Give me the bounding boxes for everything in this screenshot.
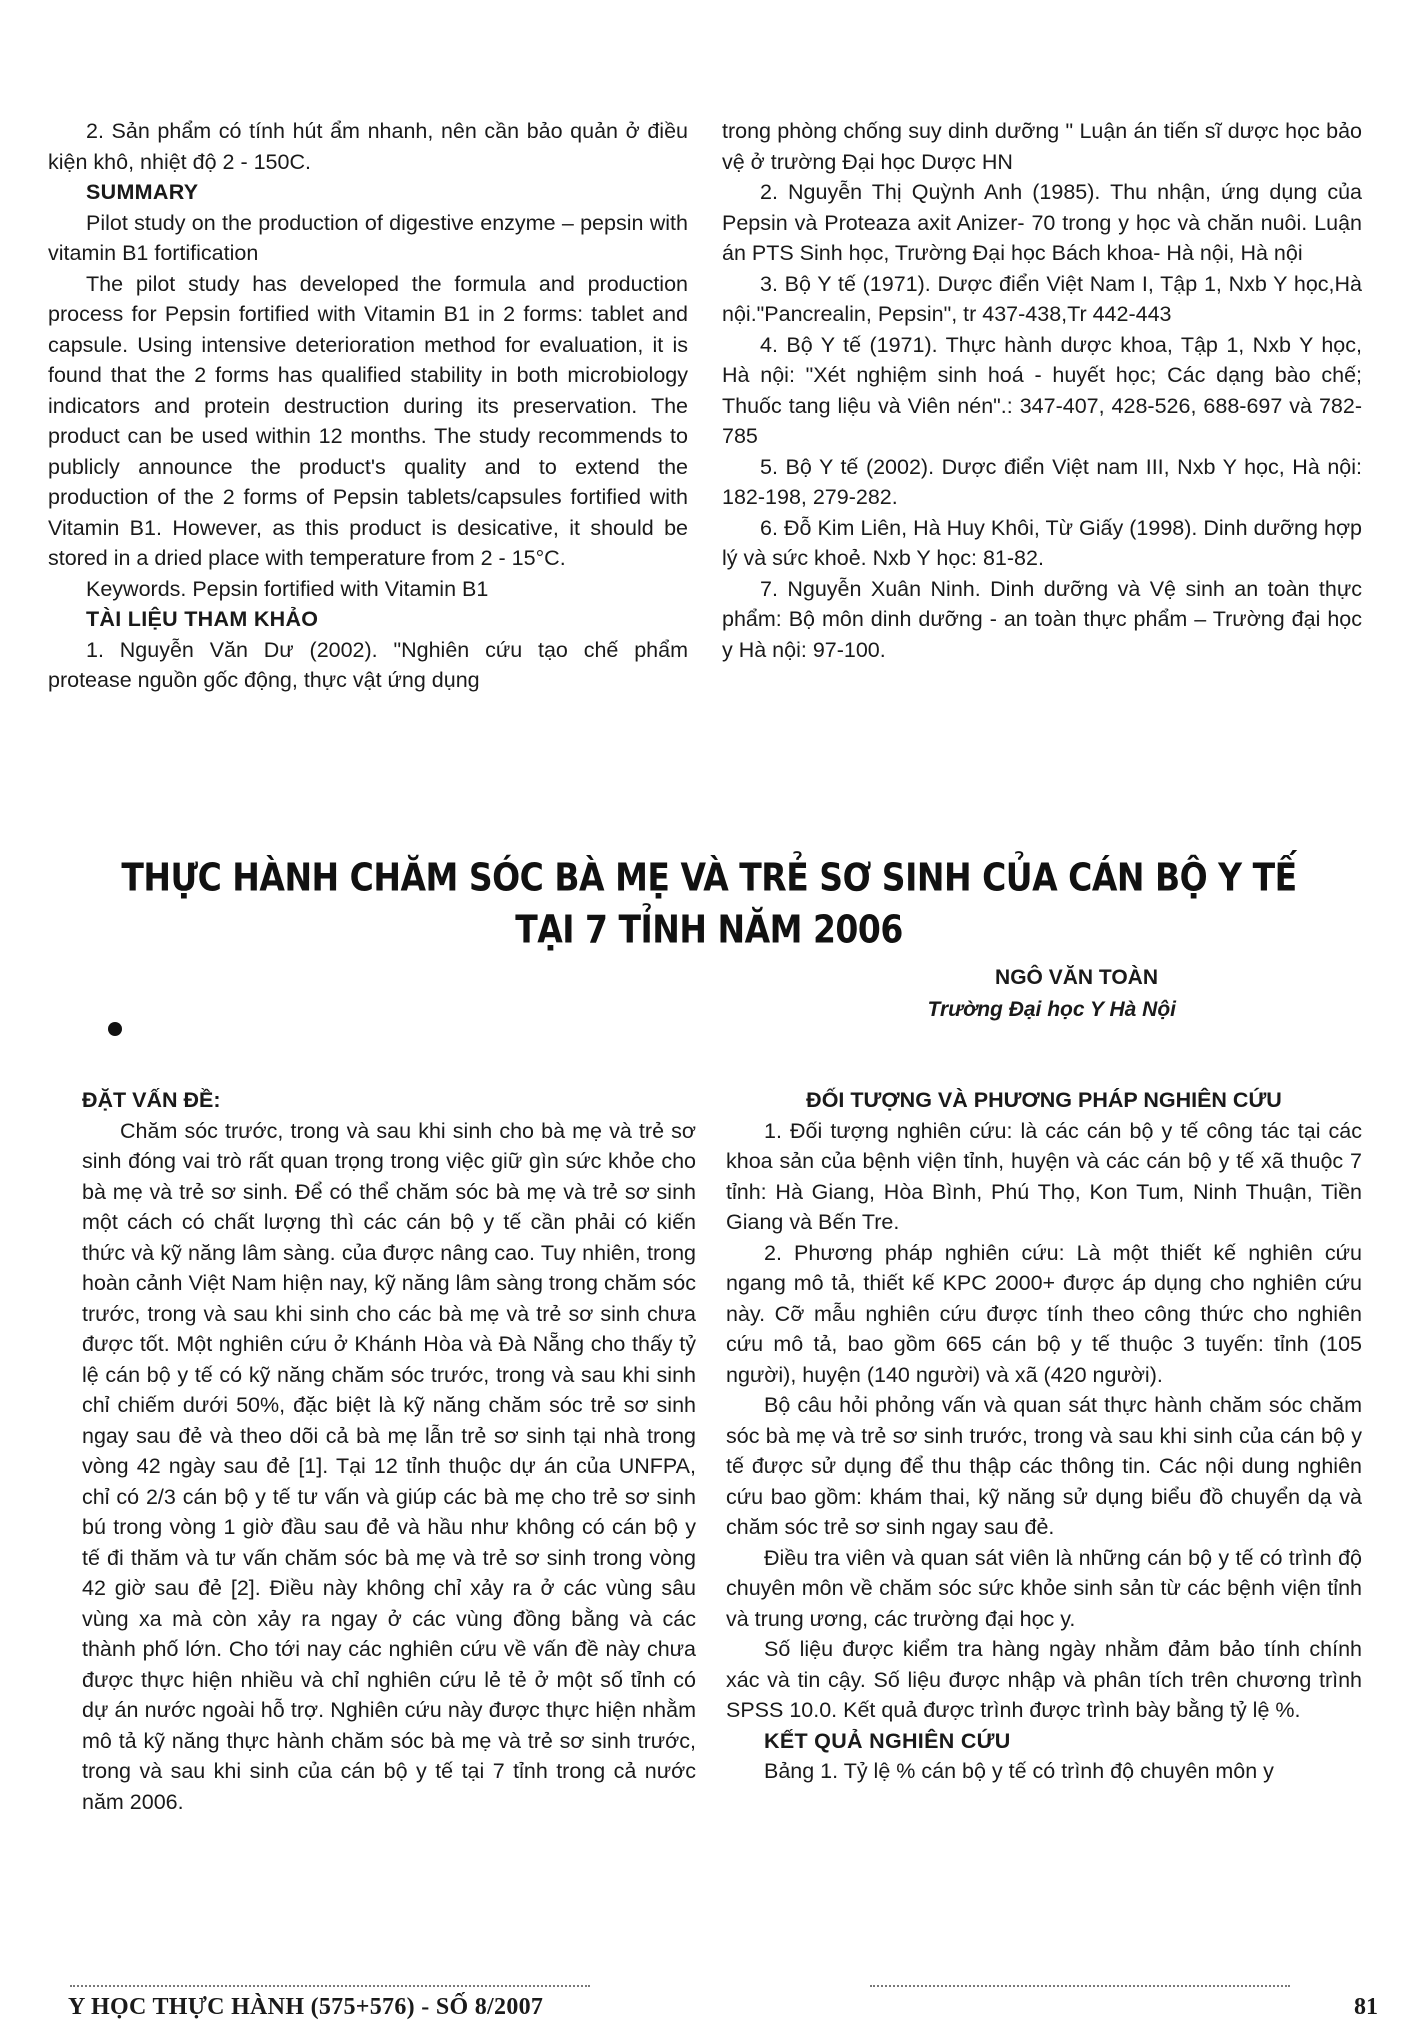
- footer-divider-right: [870, 1985, 1290, 1987]
- summary-body: The pilot study has developed the formula and production process for Pepsin fortified with Vitamin B1 in 2 forms: tablet and capsule. Using intensive deterioration method for evaluation, it is found that the 2 forms has qualified stability in both microbiology indicators and protein destruction during its preservation. The product can be used within 12 months. The study recommends to publicly announce the product's quality and to extend the production of the 2 forms of Pepsin tablets/capsules fortified with Vitamin B1. However, as this product is desicative, it should be stored in a dried place with temperature from 2 - 15°C.: [48, 271, 688, 570]
- summary-heading: SUMMARY: [86, 180, 199, 204]
- bullet-dot-icon: [108, 1022, 122, 1036]
- reference-7: 7. Nguyễn Xuân Ninh. Dinh dưỡng và Vệ sinh an toàn thực phẩm: Bộ môn dinh dưỡng - an toàn thực phẩm – Trường đại học y Hà nội: 97-100.: [722, 576, 1362, 662]
- top-left-column: [48, 116, 688, 696]
- intro-body: Chăm sóc trước, trong và sau khi sinh cho bà mẹ và trẻ sơ sinh đóng vai trò rất quan trọng trong việc giữ gìn sức khỏe cho bà mẹ và trẻ sơ sinh. Để có thể chăm sóc bà mẹ và trẻ sơ sinh một cách có chất lượng thì các cán bộ y tế cần phải có kiến thức và kỹ năng lâm sàng. của được nâng cao. Tuy nhiên, trong hoàn cảnh Việt Nam hiện nay, kỹ năng lâm sàng trong chăm sóc trước, trong và sau khi sinh cho các bà mẹ và trẻ sơ sinh chưa được tốt. Một nghiên cứu ở Khánh Hòa và Đà Nẵng cho thấy tỷ lệ cán bộ y tế có kỹ năng chăm sóc trước, trong và sau khi sinh chỉ chiếm dưới 50%, đặc biệt là kỹ năng chăm sóc trẻ sơ sinh ngay sau đẻ và theo dõi cả bà mẹ lẫn trẻ sơ sinh tại nhà trong vòng 42 ngày sau đẻ [1]. Tại 12 tỉnh thuộc dự án của UNFPA, chỉ có 2/3 cán bộ y tế tư vấn và giúp các bà mẹ cho trẻ sơ sinh bú trong vòng 1 giờ đầu sau đẻ và hầu như không có cán bộ y tế đi thăm và tư vấn chăm sóc bà mẹ và trẻ sơ sinh trong vòng 42 giờ sau đẻ [2]. Điều này không chỉ xảy ra ở các vùng sâu vùng xa mà còn xảy ra ngay ở các vùng đồng bằng và các thành phố lớn. Cho tới nay các nghiên cứu về vấn đề này chưa được thực hiện nhiều và chỉ nghiên cứu lẻ tẻ ở một số tỉnh có dự án nước ngoài hỗ trợ. Nghiên cứu này được thực hiện nhằm mô tả kỹ năng thực hành chăm sóc bà mẹ và trẻ sơ sinh trước, trong và sau khi sinh của cán bộ y tế tại 7 tỉnh trong cả nước năm 2006.: [82, 1118, 696, 1814]
- methods-paragraph: Số liệu được kiểm tra hàng ngày nhằm đảm bảo tính chính xác và tin cậy. Số liệu được nhập và phân tích trên chương trình SPSS 10.0. Kết quả được trình được trình bày bằng tỷ lệ %.: [726, 1637, 1362, 1722]
- footer-divider-left: [70, 1985, 590, 1987]
- methods-paragraph: Bộ câu hỏi phỏng vấn và quan sát thực hành chăm sóc chăm sóc bà mẹ và trẻ sơ sinh trước, trong và sau khi sinh của cán bộ y tế được sử dụng để thu thập các thông tin. Các nội dung nghiên cứu bao gồm: khám thai, kỹ năng sử dụng biểu đồ chuyển dạ và chăm sóc trẻ sơ sinh ngay sau đẻ.: [726, 1393, 1362, 1539]
- article-affiliation: Trường Đại học Y Hà Nội: [927, 998, 1176, 1021]
- article-title-line-2: TẠI 7 TỈNH NĂM 2006: [515, 907, 903, 952]
- results-table-caption: Bảng 1. Tỷ lệ % cán bộ y tế có trình độ chuyên môn y: [764, 1759, 1274, 1783]
- conclusion-item-2: 2. Sản phẩm có tính hút ẩm nhanh, nên cần bảo quản ở điều kiện khô, nhiệt độ 2 - 150C.: [48, 119, 688, 174]
- reference-2: 2. Nguyễn Thị Quỳnh Anh (1985). Thu nhận, ứng dụng của Pepsin và Proteaza axit Anizer- 70 trong y học và chăn nuôi. Luận án PTS Sinh học, Trường Đại học Bách khoa- Hà nội, Hà nội: [722, 180, 1362, 265]
- methods-paragraph: Điều tra viên và quan sát viên là những cán bộ y tế có trình độ chuyên môn về chăm sóc sức khỏe sinh sản từ các bệnh viện tỉnh và trung ương, các trường đại học y.: [726, 1545, 1362, 1631]
- results-heading: KẾT QUẢ NGHIÊN CỨU: [764, 1728, 1011, 1753]
- methods-paragraph: 2. Phương pháp nghiên cứu: Là một thiết kế nghiên cứu ngang mô tả, thiết kế KPC 2000+ được áp dụng cho nghiên cứu này. Cỡ mẫu nghiên cứu được tính theo công thức cho nghiên cứu mô tả, bao gồm 665 cán bộ y tế thuộc 3 tuyến: tỉnh (105 người), huyện (140 người) và xã (420 người).: [726, 1240, 1362, 1387]
- top-right-column: [722, 116, 1362, 665]
- reference-3: 3. Bộ Y tế (1971). Dược điển Việt Nam I, Tập 1, Nxb Y học,Hà nội."Pancrealin, Pepsin", tr 437-438,Tr 442-443: [722, 271, 1362, 326]
- article-author: NGÔ VĂN TOÀN: [995, 966, 1158, 989]
- bottom-right-column: [726, 1085, 1362, 1787]
- reference-5: 5. Bộ Y tế (2002). Dược điển Việt nam III, Nxb Y học, Hà nội: 182-198, 279-282.: [722, 454, 1362, 509]
- references-heading: TÀI LIỆU THAM KHẢO: [86, 607, 319, 631]
- reference-4: 4. Bộ Y tế (1971). Thực hành dược khoa, Tập 1, Nxb Y học, Hà nội: "Xét nghiệm sinh hoá - huyết học; Các dạng bào chế; Thuốc tang liệu và Viên nén".: 347-407, 428-526, 688-697 và 782-785: [722, 332, 1362, 448]
- reference-1: 1. Nguyễn Văn Dư (2002). "Nghiên cứu tạo chế phẩm protease nguồn gốc động, thực vật ứng dụng: [48, 637, 688, 692]
- bottom-left-column: [82, 1085, 696, 1817]
- page-number: 81: [1354, 1994, 1378, 2020]
- summary-title: Pilot study on the production of digestive enzyme – pepsin with vitamin B1 fortification: [48, 210, 688, 265]
- intro-heading: ĐẶT VẤN ĐỀ:: [82, 1088, 221, 1112]
- reference-6: 6. Đỗ Kim Liên, Hà Huy Khôi, Từ Giấy (1998). Dinh dưỡng hợp lý và sức khoẻ. Nxb Y học: 81-82.: [722, 515, 1362, 570]
- summary-keywords: Keywords. Pepsin fortified with Vitamin B1: [86, 576, 489, 601]
- methods-paragraph: 1. Đối tượng nghiên cứu: là các cán bộ y tế công tác tại các khoa sản của bệnh viện tỉnh, huyện và các cán bộ y tế xã thuộc 7 tỉnh: Hà Giang, Hòa Bình, Phú Thọ, Kon Tum, Ninh Thuận, Tiền Giang và Bến Tre.: [726, 1118, 1362, 1234]
- methods-heading: ĐỐI TƯỢNG VÀ PHƯƠNG PHÁP NGHIÊN CỨU: [806, 1088, 1282, 1112]
- journal-footer: Y HỌC THỰC HÀNH (575+576) - SỐ 8/2007: [68, 1994, 544, 2020]
- reference-1-continued: trong phòng chống suy dinh dưỡng " Luận án tiến sĩ dược học bảo vệ ở trường Đại học Dược HN: [722, 119, 1362, 174]
- article-title-line-1: THỰC HÀNH CHĂM SÓC BÀ MẸ VÀ TRẺ SƠ SINH CỦA CÁN BỘ Y TẾ: [121, 855, 1297, 900]
